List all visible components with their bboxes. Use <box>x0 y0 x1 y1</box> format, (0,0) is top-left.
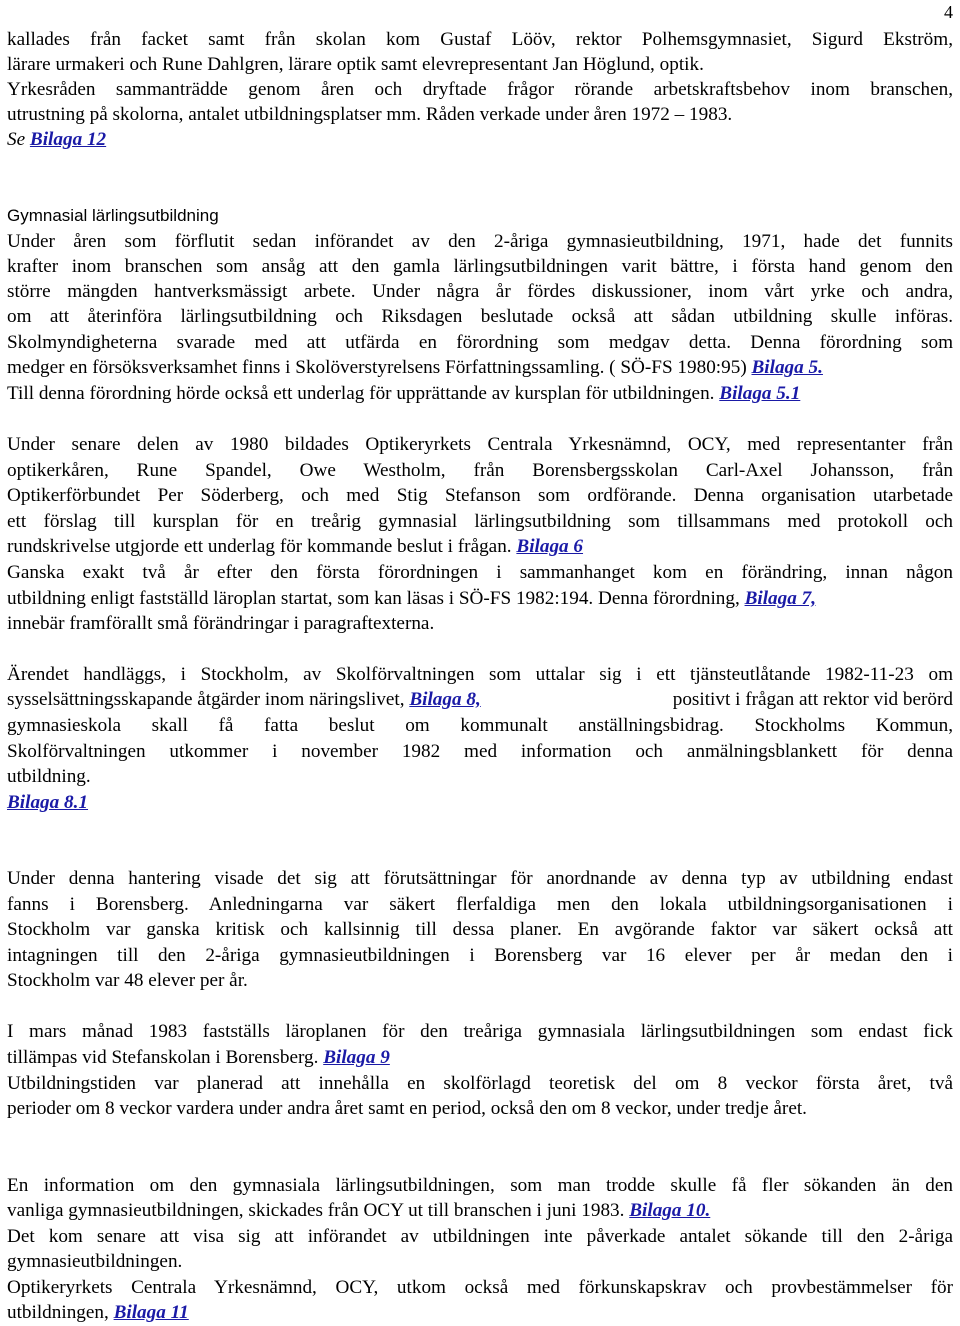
text-line <box>7 687 953 713</box>
text-span: utbildning enligt fastställd läroplan startat, som kan läsas i SÖ-FS 1982:194. Denna förordning, <box>7 588 745 609</box>
text-line: kallades från facket samt från skolan kom Gustaf Lööv, rektor Polhemsgymnasiet, Sigurd Ekström, <box>7 29 953 50</box>
text-span: sysselsättningsskapande åtgärder inom näringslivet, <box>7 689 410 710</box>
text-line: innebär framförallt små förändringar i paragraftexterna. <box>7 613 435 634</box>
bilaga-5-1-link[interactable]: Bilaga 5.1 <box>719 383 801 404</box>
text-line: Stockholm var 48 elever per år. <box>7 970 248 991</box>
text-line <box>7 381 800 407</box>
text-line <box>7 127 106 153</box>
text-line: Ärendet handläggs, i Stockholm, av Skolförvaltningen som uttalar sig i ett tjänsteutlåtande 1982-11-23 om <box>7 664 953 685</box>
see-prefix: Se <box>7 129 30 150</box>
text-line: I mars månad 1983 fastställs läroplanen för den treåriga gymnasiala lärlingsutbildningen som endast fick <box>7 1021 953 1042</box>
text-line: Ganska exakt två år efter den första förordningen i sammanhanget kom en förändring, innan någon <box>7 562 953 583</box>
text-line <box>7 355 823 381</box>
bilaga-9-link[interactable]: Bilaga 9 <box>323 1047 390 1068</box>
text-line: krafter inom branschen som ansåg att den gamla lärlingsutbildningen varit bättre, i första hand genom den <box>7 256 953 277</box>
text-span: tillämpas vid Stefanskolan i Borensberg. <box>7 1047 324 1068</box>
text-line: om att återinföra lärlingsutbildning och Riksdagen beslutade också att sådan utbildning skulle införas. <box>7 306 953 327</box>
text-line <box>7 1198 710 1224</box>
bilaga-11-link[interactable]: Bilaga 11 <box>113 1302 189 1323</box>
text-line: perioder om 8 veckor vardera under andra året samt en period, också den om 8 veckor, under tredje året. <box>7 1098 807 1119</box>
text-line: Skolmyndigheterna svarade med att utfärda en förordning som medgav detta. Denna förordning som <box>7 332 953 353</box>
page-number: 4 <box>944 2 953 22</box>
bilaga-8-1-link[interactable]: Bilaga 8.1 <box>7 792 89 813</box>
text-line: En information om den gymnasiala lärlingsutbildningen, som man trodde skulle få fler sökanden än den <box>7 1175 953 1196</box>
text-line: fanns i Borensberg. Anledningarna var säkert flerfaldiga men den lokala utbildningsorganisationen i <box>7 894 953 915</box>
bilaga-8-link[interactable]: Bilaga 8, <box>409 689 481 710</box>
text-line: lärare urmakeri och Rune Dahlgren, lärare optik samt elevrepresentant Jan Höglund, optik. <box>7 54 704 75</box>
bilaga-12-link[interactable]: Bilaga 12 <box>29 129 107 150</box>
document-page <box>7 0 953 1325</box>
text-line: Skolförvaltningen utkommer i november 1982 med information och anmälningsblankett för denna <box>7 741 953 762</box>
text-line: större mängden hantverksmässigt arbete. Under några år fördes diskussioner, inom vårt yrke och andra, <box>7 281 953 302</box>
text-line: Optikeryrkets Centrala Yrkesnämnd, OCY, utkom också med förkunskapskrav och provbestämmelser för <box>7 1277 953 1298</box>
text-span: medger en försöksverksamhet finns i Skolöverstyrelsens Författningssamling. ( SÖ-FS 1980:95) <box>7 357 752 378</box>
section-heading: Gymnasial lärlingsutbildning <box>7 206 219 225</box>
text-line: Yrkesråden sammanträdde genom åren och dryftade frågor rörande arbetskraftsbehov inom branschen, <box>7 79 953 100</box>
text-line: gymnasieskola skall få fatta beslut om kommunalt anställningsbidrag. Stockholms Kommun, <box>7 715 953 736</box>
text-line: Utbildningstiden var planerad att innehålla en skolförlagd teoretisk del om 8 veckor första året, två <box>7 1073 953 1094</box>
bilaga-10-link[interactable]: Bilaga 10. <box>629 1200 711 1221</box>
text-line <box>7 1045 390 1071</box>
text-line: Optikerförbundet Per Söderberg, och med Stig Stefanson som ordförande. Denna organisation utarbetade <box>7 485 953 506</box>
text-span: positivt i frågan att rektor vid berörd <box>672 689 953 710</box>
text-line: utrustning på skolorna, antalet utbildningsplatser mm. Råden verkade under åren 1972 – 1983. <box>7 104 733 125</box>
text-line: ett förslag till kursplan för en treårig gymnasial lärlingsutbildning som tillsammans med protokoll och <box>7 511 953 532</box>
text-span: utbildningen, <box>7 1302 114 1323</box>
text-line <box>7 790 88 816</box>
text-line: Stockholm var ganska kritisk och kallsinnig till dessa planer. En avgörande faktor var säkert också att <box>7 919 953 940</box>
text-line: Under senare delen av 1980 bildades Optikeryrkets Centrala Yrkesnämnd, OCY, med representanter från <box>7 434 953 455</box>
text-line: optikerkåren, Rune Spandel, Owe Westholm, från Borensbergsskolan Carl-Axel Johansson, från <box>7 460 953 481</box>
text-span: vanliga gymnasieutbildningen, skickades från OCY ut till branschen i juni 1983. <box>7 1200 630 1221</box>
text-span: Till denna förordning hörde också ett underlag för upprättande av kursplan för utbildningen. <box>7 383 720 404</box>
text-span: rundskrivelse utgjorde ett underlag för kommande beslut i frågan. <box>7 536 517 557</box>
text-line: utbildning. <box>7 766 91 787</box>
text-line <box>7 1300 189 1326</box>
text-span <box>7 687 481 713</box>
bilaga-7-link[interactable]: Bilaga 7, <box>744 588 816 609</box>
text-line: intagningen till den 2-åriga gymnasieutbildningen i Borensberg var 16 elever per år medan den i <box>7 945 953 966</box>
text-line: Under åren som förflutit sedan införandet av den 2-åriga gymnasieutbildning, 1971, hade det funnits <box>7 231 953 252</box>
bilaga-5-link[interactable]: Bilaga 5. <box>751 357 823 378</box>
text-line: Det kom senare att visa sig att införandet av utbildningen inte påverkade antalet sökande till den 2-åriga <box>7 1226 953 1247</box>
text-line: gymnasieutbildningen. <box>7 1251 183 1272</box>
text-line: Under denna hantering visade det sig att förutsättningar för anordnande av denna typ av utbildning endast <box>7 868 953 889</box>
bilaga-6-link[interactable]: Bilaga 6 <box>516 536 584 557</box>
text-line <box>7 534 583 560</box>
text-line <box>7 586 816 612</box>
